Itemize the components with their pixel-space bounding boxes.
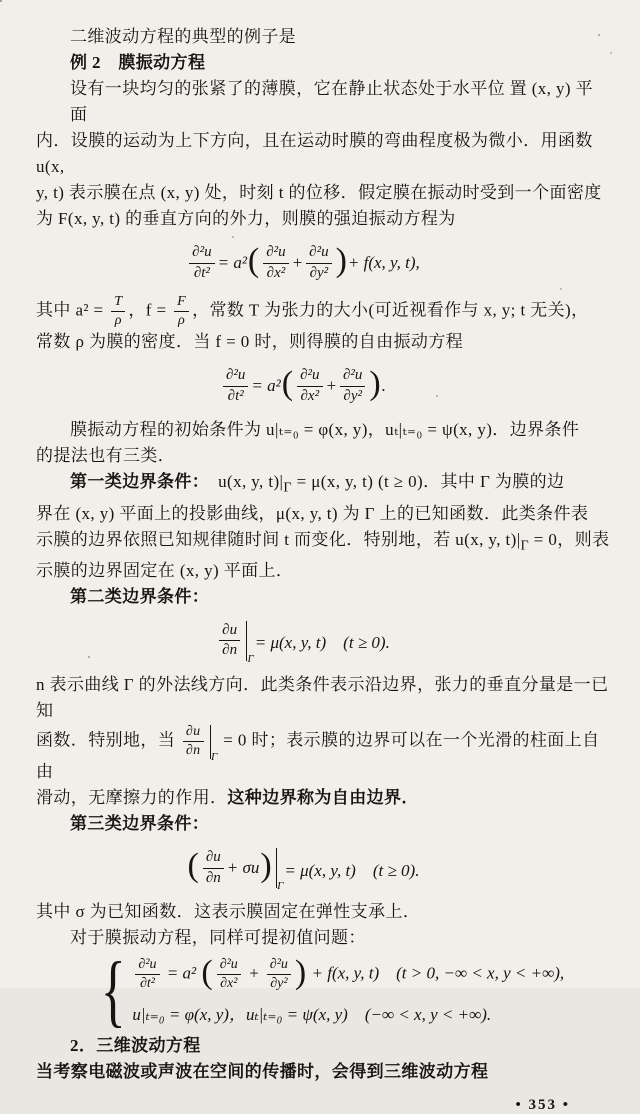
- bold-text-span: 这种边界称为自由边界．: [227, 788, 419, 808]
- text-span: + σu: [226, 858, 260, 878]
- body-line: 为 F(x, y, t) 的垂直方向的外力，则膜的强迫振动方程为: [36, 209, 456, 228]
- text-span: .: [381, 376, 386, 396]
- heading-line: 例 2 膜振动方程: [70, 53, 206, 72]
- fraction: [306, 244, 331, 282]
- numerator: ∂u: [219, 622, 240, 641]
- scan-noise: [0, 0, 2, 2]
- system-brace: {: [100, 947, 126, 1036]
- denominator: ∂t²: [227, 387, 244, 404]
- heading-line: 当考察电磁波或声波在空间的传播时，会得到三维波动方程: [36, 1062, 489, 1082]
- numerator: ∂²u: [297, 367, 322, 386]
- numerator: T: [111, 294, 125, 312]
- heading-line: 第三类边界条件：: [70, 814, 210, 834]
- bold-text-span: 第一类边界条件：: [70, 472, 201, 492]
- text-span: 示膜的边界依照已知规律随时间 t 而变化．特别地，若 u(x, y, t)|: [36, 529, 521, 549]
- display-formula: [36, 364, 570, 408]
- denominator: ∂x²: [300, 387, 320, 404]
- body-line: 示膜的边界固定在 (x, y) 平面上．: [36, 560, 294, 580]
- big-paren: ): [260, 847, 272, 885]
- text-span: 函数．特别地，当: [36, 730, 180, 750]
- subscript: Γ: [283, 479, 292, 496]
- subscript: Γ: [520, 536, 530, 553]
- numerator: ∂²u: [223, 367, 248, 386]
- text-span: +: [291, 253, 304, 272]
- body-line: 内．设膜的运动为上下方向，且在运动时膜的弯曲程度极为微小．用函数 u(x,: [36, 131, 593, 176]
- restriction-bar: [246, 621, 254, 665]
- numerator: ∂²u: [340, 367, 365, 386]
- denominator: ∂y²: [309, 264, 329, 281]
- big-paren: (: [281, 365, 294, 403]
- text-span: u(x, y, t)|: [200, 472, 284, 492]
- text-span: 其中 a² =: [36, 300, 109, 320]
- big-paren: ): [294, 953, 307, 991]
- numerator: ∂²u: [263, 244, 288, 263]
- heading-line: 第二类边界条件：: [70, 586, 210, 606]
- system-rows: [132, 953, 565, 1025]
- text-span: 滑动，无摩擦力的作用．: [36, 788, 228, 808]
- fraction: [111, 294, 125, 329]
- numerator: ∂²u: [306, 244, 331, 263]
- fraction: [217, 957, 241, 992]
- text-span: + f(x, y, t) (t > 0, −∞ < x, y < +∞),: [307, 963, 565, 983]
- numerator: ∂²u: [267, 957, 291, 975]
- text-span: +: [325, 376, 337, 396]
- denominator: ∂n: [185, 743, 201, 759]
- body-line: [36, 785, 610, 811]
- system-row: [132, 1005, 564, 1025]
- fraction: [189, 244, 214, 282]
- bar-subscript: Γ: [277, 880, 284, 893]
- numerator: ∂u: [183, 724, 204, 742]
- text-span: = a²: [251, 376, 281, 396]
- denominator: ∂x²: [266, 264, 286, 281]
- body-line: n 表示曲线 Γ 的外法线方向．此类条件表示沿边界，张力的垂直分量是一已知: [36, 674, 609, 720]
- fraction: [223, 367, 248, 405]
- body-line: 膜振动方程的初始条件为 u|ₜ₌₀ = φ(x, y)，uₜ|ₜ₌₀ = ψ(x, y)．边界条件: [70, 420, 580, 440]
- denominator: ∂t²: [139, 976, 155, 992]
- big-paren: ): [369, 365, 381, 403]
- big-paren: (: [187, 847, 199, 885]
- denominator: ∂n: [205, 869, 221, 886]
- body-line: 界在 (x, y) 平面上的投影曲线，μ(x, y, t) 为 Γ 上的已知函数．此类条件表: [36, 503, 589, 523]
- numerator: ∂²u: [135, 957, 159, 975]
- body-line: [36, 527, 610, 558]
- body-line: 的提法也有三类．: [36, 446, 176, 466]
- fraction: [297, 367, 322, 405]
- body-line: 常数 ρ 为膜的密度．当 f = 0 时，则得膜的自由振动方程: [36, 332, 464, 352]
- equation-system: [94, 947, 610, 1036]
- denominator: ∂x²: [220, 976, 238, 992]
- fraction: [219, 622, 240, 660]
- system-row: [132, 953, 565, 992]
- text-span: +: [243, 963, 264, 983]
- denominator: ∂n: [222, 642, 238, 659]
- text-span: = a²: [162, 963, 201, 983]
- big-paren: (: [247, 242, 260, 279]
- bar-subscript: Γ: [247, 652, 254, 665]
- denominator: ρ: [178, 313, 186, 329]
- body-line: 二维波动方程的典型的例子是: [70, 27, 297, 46]
- text-span: ，常数 T 为张力的大小(可近视看作与 x, y; t 无关)，: [192, 300, 589, 320]
- display-formula: [36, 619, 570, 663]
- text-span: = μ(x, y, t) (t ≥ 0).: [284, 860, 420, 880]
- big-paren: (: [201, 953, 213, 991]
- fraction: [263, 244, 288, 282]
- body-line: [36, 724, 610, 785]
- numerator: F: [174, 294, 189, 312]
- restriction-bar: [210, 725, 218, 763]
- fraction: [135, 957, 159, 992]
- big-paren: ): [335, 242, 347, 279]
- numerator: ∂²u: [189, 244, 214, 263]
- text-span: = 0，则表: [529, 529, 610, 549]
- page-number: • 353 •: [515, 1097, 570, 1114]
- text-span: = 0 时；表示膜的边界可以在一个光滑的柱面上自由: [36, 730, 600, 782]
- body-line: 设有一块均匀的张紧了的薄膜，它在静止状态处于水平位 置 (x, y) 平面: [70, 79, 593, 124]
- numerator: ∂²u: [217, 957, 241, 975]
- fraction: [183, 724, 204, 759]
- restriction-bar: [276, 848, 284, 893]
- text-span: + f(x, y, t),: [347, 253, 420, 272]
- body-line: [36, 469, 610, 500]
- text-span: = μ(x, y, t) (t ≥ 0).: [254, 633, 390, 653]
- fraction: [203, 849, 224, 887]
- text-span: u|ₜ₌₀ = φ(x, y)，uₜ|ₜ₌₀ = ψ(x, y) (−∞ < x, y < +∞).: [132, 1004, 492, 1024]
- denominator: ∂y²: [270, 976, 288, 992]
- bar-subscript: Γ: [210, 750, 218, 763]
- numerator: ∂u: [203, 849, 224, 868]
- body-line: [36, 294, 610, 329]
- denominator: ∂t²: [193, 264, 210, 281]
- fraction: [174, 294, 189, 329]
- display-formula: [36, 846, 570, 893]
- text-span: = μ(x, y, t) (t ≥ 0)．其中 Γ 为膜的边: [291, 472, 565, 492]
- text-span: ，f =: [128, 300, 172, 320]
- display-formula: [36, 241, 570, 285]
- text-span: = a²: [217, 253, 247, 272]
- heading-line: 2．三维波动方程: [70, 1036, 201, 1056]
- denominator: ρ: [114, 313, 122, 329]
- fraction: [340, 367, 365, 405]
- fraction: [267, 957, 291, 992]
- body-line: 对于膜振动方程，同样可提初值问题：: [70, 928, 366, 948]
- body-line: y, t) 表示膜在点 (x, y) 处，时刻 t 的位移．假定膜在振动时受到一个面密度: [36, 183, 602, 202]
- denominator: ∂y²: [343, 387, 362, 404]
- body-line: 其中 σ 为已知函数．这表示膜固定在弹性支承上．: [36, 902, 421, 922]
